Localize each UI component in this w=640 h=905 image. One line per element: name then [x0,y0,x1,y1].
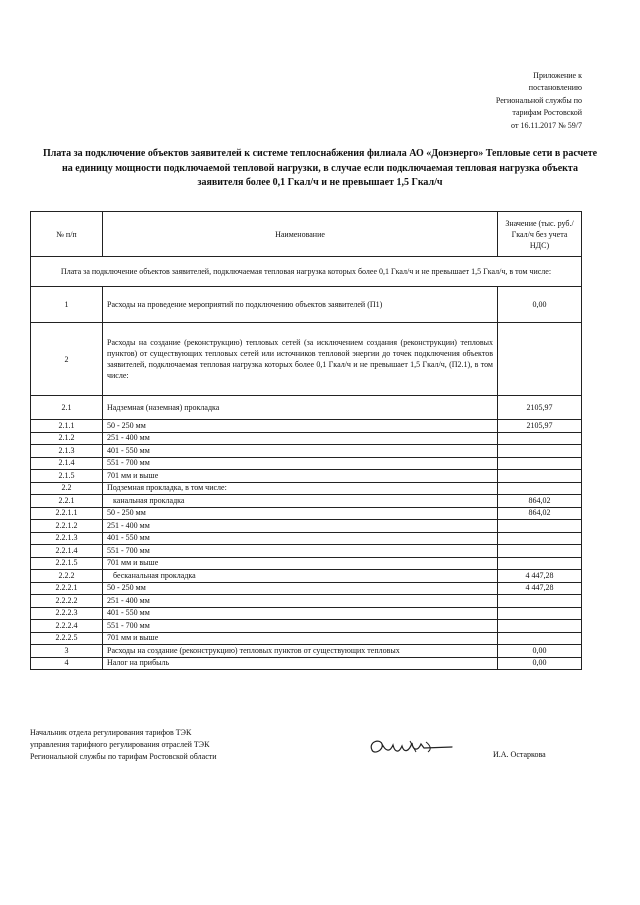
signatory-line: управления тарифного регулирования отраслей ТЭК [30,740,210,749]
row-value [498,457,582,470]
section-row [31,257,582,287]
table-row [31,545,582,558]
row-num: 4 [31,657,103,670]
row-value: 4 447,28 [498,582,582,595]
row-name: 401 - 550 мм [103,607,498,620]
row-name: 551 - 700 мм [103,457,498,470]
header-value: Значение (тыс. руб./Гкал/ч без учета НДС) [498,212,582,257]
header-num: № п/п [31,212,103,257]
row-value [498,595,582,608]
row-num: 2.2.2.5 [31,632,103,645]
row-value: 2105,97 [498,420,582,433]
row-name: 701 мм и выше [103,557,498,570]
signatory-line: Региональной службы по тарифам Ростовской области [30,752,217,761]
signatory-line: Начальник отдела регулирования тарифов ТЭК [30,728,192,737]
table-row [31,657,582,670]
table-row [31,432,582,445]
row-value: 864,02 [498,495,582,508]
row-value [498,482,582,495]
appendix-line: постановлению [528,83,582,93]
table-row [31,470,582,483]
row-name: Надземная (наземная) прокладка [103,396,498,420]
row-value [498,445,582,458]
row-num: 2.2.1.3 [31,532,103,545]
table-row [31,595,582,608]
row-value [498,470,582,483]
row-value [498,432,582,445]
row-name: Налог на прибыль [103,657,498,670]
table-row [31,445,582,458]
document-title: Плата за подключение объектов заявителей к системе теплоснабжения филиала АО «Донэнерго» Тепловые сети в расчете на единицу мощности подключаемой тепловой нагрузки, в случае если подключаемая тепловая нагрузка объекта заявителя более 0,1 Гкал/ч и не превышает 1,5 Гкал/ч [42,148,598,189]
row-name: 401 - 550 мм [103,532,498,545]
row-name: Расходы на создание (реконструкцию) тепловых пунктов от существующих тепловых [103,645,498,658]
row-num: 2.2.2.2 [31,595,103,608]
signatory-position [30,727,217,763]
row-name: бесканальная прокладка [103,570,498,583]
appendix-line: от 16.11.2017 № 59/7 [511,120,582,130]
row-name: 251 - 400 мм [103,520,498,533]
row-num: 3 [31,645,103,658]
row-num: 2.2.2.1 [31,582,103,595]
row-value [498,632,582,645]
row-num: 2.2 [31,482,103,495]
appendix-line: Приложение к [533,71,582,80]
row-num: 2.2.1 [31,495,103,508]
row-value [498,557,582,570]
row-name: 251 - 400 мм [103,432,498,445]
table-row [31,495,582,508]
row-name: 551 - 700 мм [103,620,498,633]
row-name: 50 - 250 мм [103,507,498,520]
table-row [31,620,582,633]
row-num: 2.2.1.2 [31,520,103,533]
row-num: 2.2.2 [31,570,103,583]
row-value: 864,02 [498,507,582,520]
row-name: Подземная прокладка, в том числе: [103,482,498,495]
table-row [31,570,582,583]
row-num: 2.2.1.1 [31,507,103,520]
table-row [31,645,582,658]
row-name: 701 мм и выше [103,470,498,483]
appendix-note [432,70,582,132]
row-name: 701 мм и выше [103,632,498,645]
appendix-line: Региональной службы по [495,95,582,105]
row-num: 2.1.3 [31,445,103,458]
table-row [31,557,582,570]
handwritten-signature [366,733,456,763]
row-value [498,620,582,633]
row-num: 2.1.5 [31,470,103,483]
row-num: 2.1.2 [31,432,103,445]
row-num: 2.2.2.4 [31,620,103,633]
row-name: Расходы на проведение мероприятий по подключению объектов заявителей (П1) [103,287,498,323]
row-value: 4 447,28 [498,570,582,583]
table-row [31,457,582,470]
table-row [31,632,582,645]
row-name: канальная прокладка [103,495,498,508]
row-num: 2.2.2.3 [31,607,103,620]
table-header-row [31,212,582,257]
section-title: Плата за подключение объектов заявителей, подключаемая тепловая нагрузка которых более 0,1 Гкал/ч и не превышает 1,5 Гкал/ч, в том числе: [31,257,582,287]
row-name: 401 - 550 мм [103,445,498,458]
table-row [31,482,582,495]
row-num: 2.2.1.5 [31,557,103,570]
table-row [31,607,582,620]
tariff-table [30,211,582,670]
table-row [31,507,582,520]
row-num: 1 [31,287,103,323]
row-value: 0,00 [498,645,582,658]
row-num: 2.1 [31,396,103,420]
row-value [498,323,582,396]
table-row [31,287,582,323]
table-row [31,420,582,433]
row-name: Расходы на создание (реконструкцию) тепловых сетей (за исключением создания (реконструкции) тепловых пунктов) от существующих тепловых сетей или источников тепловой энергии до точек подключения объектов заявителей, подключаемая тепловая нагрузка которых более 0,1 Гкал/ч и не превышает 1,5 Гкал/ч, (П2.1), в том числе: [103,323,498,396]
row-value [498,532,582,545]
row-value: 2105,97 [498,396,582,420]
row-num: 2.2.1.4 [31,545,103,558]
table-row [31,520,582,533]
row-name: 551 - 700 мм [103,545,498,558]
row-value [498,607,582,620]
row-name: 50 - 250 мм [103,420,498,433]
row-num: 2.1.1 [31,420,103,433]
row-value: 0,00 [498,657,582,670]
row-num: 2.1.4 [31,457,103,470]
row-value [498,545,582,558]
row-name: 251 - 400 мм [103,595,498,608]
appendix-line: тарифам Ростовской [512,108,582,118]
table-row [31,323,582,396]
row-num: 2 [31,323,103,396]
signer-name: И.А. Остаркова [493,750,546,759]
row-value [498,520,582,533]
header-name: Наименование [103,212,498,257]
table-row [31,532,582,545]
row-name: 50 - 250 мм [103,582,498,595]
table-row [31,582,582,595]
table-row [31,396,582,420]
row-value: 0,00 [498,287,582,323]
